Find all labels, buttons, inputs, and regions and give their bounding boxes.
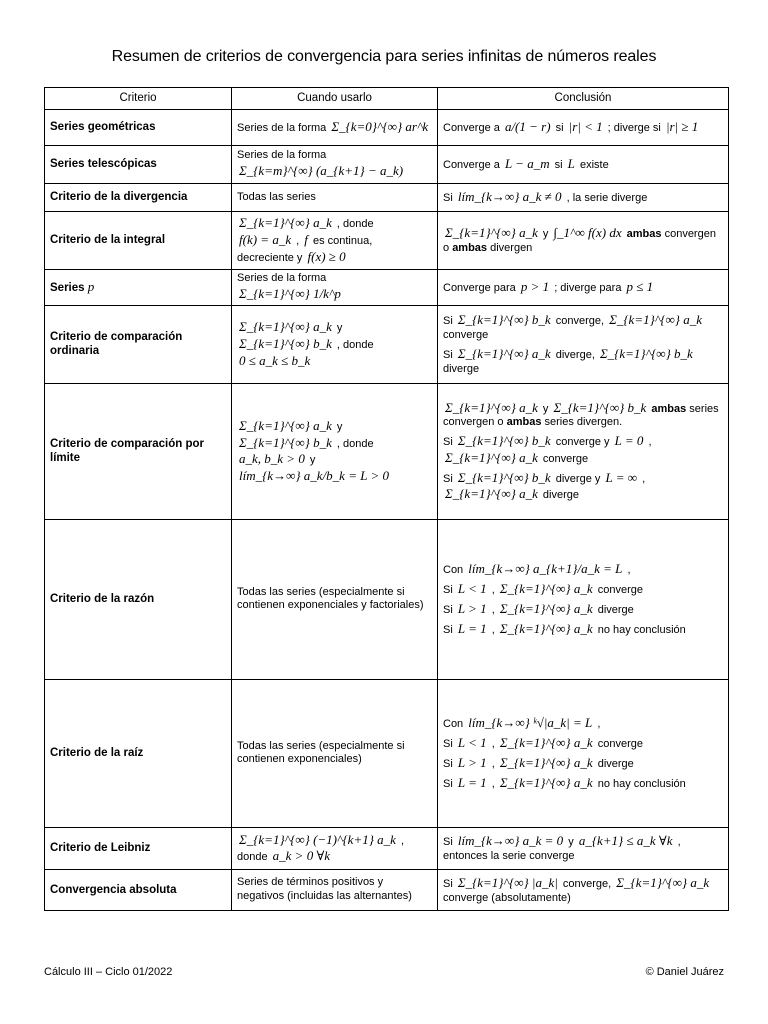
text-fragment: diverge y — [555, 472, 601, 485]
conclusion-line — [443, 561, 723, 578]
table-row — [45, 679, 729, 827]
emphasis-text: ambas — [452, 241, 488, 254]
math-expression: Σ_{k=1}^{∞} a_k — [609, 312, 702, 328]
math-expression: L > 1 — [457, 754, 487, 770]
conclusion-cell — [438, 827, 729, 869]
criterion-name — [45, 110, 232, 146]
text-fragment: , — [597, 718, 601, 731]
text-fragment: no hay conclusión — [597, 777, 686, 790]
usage-cell — [232, 679, 438, 827]
criterion-name — [45, 827, 232, 869]
criterion-name — [45, 305, 232, 383]
text-fragment: Si — [443, 877, 453, 890]
table-row — [45, 184, 729, 212]
text-fragment: , — [642, 472, 646, 485]
conclusion-line — [443, 755, 723, 772]
text-fragment: , entonces la serie converge — [443, 836, 681, 862]
math-expression: L = 0 — [614, 433, 644, 448]
conclusion-line — [443, 400, 723, 431]
criterion-label: Convergencia absoluta — [50, 883, 177, 896]
criterion-label: Series geométricas — [50, 121, 156, 134]
table-row — [45, 269, 729, 305]
criterion-name — [45, 679, 232, 827]
math-expression: p ≤ 1 — [626, 278, 654, 294]
conclusion-line — [443, 312, 723, 343]
math-expression: lím_{k→∞} a_k = 0 — [457, 833, 564, 848]
math-expression: L − a_m — [504, 156, 550, 172]
text-fragment: Series de la forma — [237, 122, 327, 135]
math-expression: Σ_{k=1}^{∞} a_k — [499, 774, 593, 790]
text-fragment: , — [491, 777, 495, 790]
criterion-name — [45, 383, 232, 519]
math-expression: |r| ≥ 1 — [665, 119, 699, 135]
text-fragment: , — [296, 234, 300, 247]
text-fragment: diverge — [443, 362, 480, 375]
math-expression: p > 1 — [520, 278, 550, 294]
conclusion-line — [443, 225, 723, 256]
text-fragment: , donde — [336, 437, 374, 450]
text-fragment: Series de la forma — [237, 149, 327, 162]
conclusion-line — [443, 346, 723, 377]
criterion-label: Series — [50, 282, 85, 295]
math-expression: Σ_{k=1}^{∞} a_k — [457, 345, 551, 361]
math-expression: Σ_{k=1}^{∞} b_k — [239, 434, 332, 450]
criterion-name — [45, 269, 232, 305]
usage-cell — [232, 269, 438, 305]
header-conclusion: Conclusión — [438, 88, 729, 110]
table-row — [45, 383, 729, 519]
math-expression: Σ_{k=1}^{∞} 1/k^p — [239, 285, 341, 301]
conclusion-cell — [438, 519, 729, 679]
math-expression: ∫_1^∞ f(x) dx — [553, 225, 622, 240]
conclusion-cell — [438, 869, 729, 911]
text-fragment: Si — [443, 348, 453, 361]
text-fragment: Converge a — [443, 159, 500, 172]
math-expression: a/(1 − r) — [504, 119, 551, 135]
text-fragment: si — [555, 122, 564, 135]
footer-course: Cálculo III – Ciclo 01/2022 — [44, 966, 173, 978]
text-fragment: converge — [597, 738, 643, 750]
criteria-table — [44, 87, 729, 911]
text-fragment: , donde — [336, 218, 374, 231]
usage-cell — [232, 211, 438, 269]
text-fragment: converge (absolutamente) — [443, 891, 571, 904]
conclusion-cell — [438, 679, 729, 827]
usage-cell — [232, 110, 438, 146]
text-fragment: si — [554, 159, 563, 172]
math-expression: Σ_{k=1}^{∞} a_k — [239, 319, 332, 335]
math-expression: lím_{k→∞} a_{k+1}/a_k = L — [468, 561, 623, 577]
usage-cell — [232, 305, 438, 383]
conclusion-line — [443, 833, 723, 864]
conclusion-cell — [438, 383, 729, 519]
math-expression: Σ_{k=1}^{∞} a_k — [445, 449, 538, 465]
text-fragment: Si — [443, 315, 453, 328]
math-expression: f(x) ≥ 0 — [307, 248, 346, 264]
page-title: Resumen de criterios de convergencia para series infinitas de números reales — [111, 48, 657, 65]
math-expression: Σ_{k=1}^{∞} a_k — [499, 600, 593, 616]
conclusion-cell — [438, 110, 729, 146]
text-fragment: Con — [443, 564, 464, 577]
text-fragment: diverge, — [555, 348, 595, 361]
text-fragment: converge, — [555, 315, 605, 328]
text-fragment: y — [336, 420, 343, 433]
criterion-label: Criterio de Leibniz — [50, 842, 151, 855]
header-criterio: Criterio — [45, 88, 232, 110]
text-fragment: Todas las series — [237, 190, 316, 203]
math-expression: L < 1 — [457, 581, 487, 596]
text-fragment: es continua, decreciente y — [237, 234, 373, 264]
text-fragment: converge, — [562, 877, 612, 890]
text-fragment: divergen — [490, 241, 533, 254]
math-expression: lím_{k→∞} a_k/b_k = L > 0 — [239, 468, 389, 483]
text-fragment: converge y — [555, 436, 610, 448]
table-row — [45, 110, 729, 146]
math-expression: Σ_{k=1}^{∞} a_k — [499, 754, 593, 770]
text-fragment: Si — [443, 436, 453, 448]
math-expression: Σ_{k=1}^{∞} a_k — [445, 399, 538, 415]
conclusion-cell — [438, 305, 729, 383]
text-fragment: no hay conclusión — [597, 623, 686, 636]
usage-cell — [232, 827, 438, 869]
conclusion-cell — [438, 211, 729, 269]
math-expression: Σ_{k=1}^{∞} b_k — [457, 469, 551, 485]
math-expression: Σ_{k=1}^{∞} b_k — [457, 312, 551, 328]
emphasis-text: ambas — [626, 228, 662, 240]
text-fragment: Converge a — [443, 122, 500, 135]
text-fragment: converge — [443, 329, 489, 341]
text-fragment: Si — [443, 836, 453, 848]
conclusion-cell — [438, 184, 729, 212]
math-expression: Σ_{k=1}^{∞} |a_k| — [457, 874, 558, 890]
math-expression: a_{k+1} ≤ a_k ∀k — [578, 833, 673, 848]
text-fragment: Con — [443, 718, 464, 731]
math-expression: a_k, b_k > 0 — [239, 451, 305, 467]
math-expression: L < 1 — [457, 735, 487, 750]
conclusion-line — [443, 470, 723, 504]
math-expression: Σ_{k=1}^{∞} b_k — [599, 345, 693, 361]
math-expression: Σ_{k=m}^{∞} (a_{k+1} − a_k) — [239, 163, 404, 178]
text-fragment: , donde — [237, 834, 405, 864]
math-expression: L > 1 — [457, 600, 487, 616]
table-row — [45, 827, 729, 869]
text-fragment: converge — [542, 452, 589, 465]
text-fragment: , — [627, 564, 631, 577]
conclusion-line — [443, 601, 723, 618]
text-fragment: converge — [597, 584, 643, 596]
usage-cell — [232, 146, 438, 184]
text-fragment: y — [542, 402, 549, 415]
math-expression: a_k > 0 ∀k — [272, 848, 331, 864]
text-fragment: , donde — [336, 338, 374, 351]
math-expression: 0 ≤ a_k ≤ b_k — [239, 352, 311, 368]
criterion-label: Criterio de la divergencia — [50, 191, 188, 204]
criterion-label: Criterio de la razón — [50, 593, 155, 606]
text-fragment: Converge para — [443, 281, 516, 294]
text-fragment: series divergen. — [544, 416, 623, 429]
table-row — [45, 211, 729, 269]
text-fragment: Todas las series (especialmente si contienen exponenciales y factoriales) — [237, 585, 424, 612]
conclusion-line — [443, 715, 723, 732]
table-row — [45, 869, 729, 911]
criterion-label: Criterio de la raíz — [50, 747, 144, 760]
text-fragment: convergen o — [443, 228, 716, 254]
conclusion-line — [443, 156, 723, 173]
conclusion-cell — [438, 269, 729, 305]
criterion-label: Series telescópicas — [50, 158, 157, 171]
criterion-label: Criterio de comparación por límite — [50, 437, 205, 465]
text-fragment: , — [491, 603, 495, 616]
header-cuando-usarlo: Cuando usarlo — [232, 88, 438, 110]
math-expression: Σ_{k=1}^{∞} a_k — [239, 417, 332, 433]
text-fragment: , — [491, 757, 495, 770]
math-expression: f — [304, 231, 308, 247]
conclusion-line — [443, 621, 723, 638]
text-fragment: existe — [579, 159, 609, 172]
math-expression: Σ_{k=1}^{∞} a_k — [499, 620, 593, 636]
conclusion-line — [443, 119, 723, 136]
table-row — [45, 146, 729, 184]
text-fragment: Si — [443, 777, 453, 790]
text-fragment: Si — [443, 603, 453, 616]
conclusion-line — [443, 189, 723, 206]
text-fragment: , la serie diverge — [566, 192, 648, 204]
conclusion-cell — [438, 146, 729, 184]
math-expression: Σ_{k=1}^{∞} (−1)^{k+1} a_k — [239, 831, 396, 847]
text-fragment: y — [336, 322, 343, 335]
criterion-label: Criterio de la integral — [50, 234, 166, 247]
math-expression: Σ_{k=1}^{∞} a_k — [445, 486, 538, 502]
conclusion-line — [443, 279, 723, 296]
math-expression: Σ_{k=1}^{∞} a_k — [616, 874, 710, 890]
text-fragment: Si — [443, 738, 453, 750]
text-fragment: Si — [443, 472, 453, 485]
conclusion-line — [443, 875, 723, 906]
math-expression: L — [567, 156, 575, 172]
text-fragment: Si — [443, 192, 453, 204]
usage-cell — [232, 184, 438, 212]
math-expression: Σ_{k=1}^{∞} a_k — [239, 215, 332, 231]
criterion-name — [45, 519, 232, 679]
math-expression: Σ_{k=1}^{∞} b_k — [553, 399, 647, 415]
text-fragment: , — [491, 738, 495, 750]
criterion-name — [45, 184, 232, 212]
math-expression: Σ_{k=1}^{∞} a_k — [499, 735, 593, 750]
text-fragment: series convergen o — [443, 402, 719, 429]
criterion-label: Criterio de comparación ordinaria — [50, 330, 183, 358]
text-fragment: diverge — [597, 603, 634, 616]
text-fragment: , — [648, 436, 652, 448]
math-expression: Σ_{k=1}^{∞} b_k — [239, 335, 332, 351]
text-fragment: , — [491, 623, 495, 636]
conclusion-line — [443, 775, 723, 792]
math-expression: lím_{k→∞} a_k ≠ 0 — [457, 189, 562, 204]
math-expression: lím_{k→∞} ᵏ√|a_k| = L — [468, 715, 593, 731]
text-fragment: Si — [443, 757, 453, 770]
text-fragment: , — [491, 584, 495, 596]
footer-author: © Daniel Juárez — [645, 966, 724, 978]
criterion-variable: p — [87, 279, 95, 295]
table-header-row — [45, 88, 729, 110]
usage-cell — [232, 519, 438, 679]
text-fragment: Si — [443, 623, 453, 636]
conclusion-line — [443, 433, 723, 467]
text-fragment: ; diverge para — [554, 281, 622, 294]
conclusion-line — [443, 581, 723, 598]
text-fragment: y — [542, 228, 549, 240]
math-expression: f(k) = a_k — [239, 231, 292, 247]
text-fragment: Si — [443, 584, 453, 596]
criterion-name — [45, 146, 232, 184]
text-fragment: Todas las series (especialmente si contienen exponenciales) — [237, 739, 405, 766]
math-expression: Σ_{k=1}^{∞} b_k — [457, 433, 551, 448]
text-fragment: diverge — [542, 489, 579, 502]
emphasis-text: ambas — [651, 402, 687, 415]
criterion-name — [45, 211, 232, 269]
table-row — [45, 305, 729, 383]
math-expression: |r| < 1 — [568, 119, 603, 135]
math-expression: Σ_{k=1}^{∞} a_k — [499, 581, 593, 596]
text-fragment: Series de términos positivos y negativos (incluidas las alternantes) — [237, 876, 412, 902]
text-fragment: Series de la forma — [237, 272, 327, 284]
usage-cell — [232, 869, 438, 911]
text-fragment: y — [309, 454, 316, 467]
math-expression: L = 1 — [457, 774, 487, 790]
math-expression: Σ_{k=0}^{∞} ar^k — [331, 119, 429, 135]
text-fragment: y — [568, 836, 574, 848]
math-expression: L = 1 — [457, 620, 487, 636]
conclusion-line — [443, 735, 723, 752]
emphasis-text: ambas — [506, 416, 542, 429]
text-fragment: ; diverge si — [607, 122, 661, 135]
text-fragment: diverge — [597, 757, 634, 770]
usage-cell — [232, 383, 438, 519]
math-expression: L = ∞ — [605, 469, 637, 485]
math-expression: Σ_{k=1}^{∞} a_k — [445, 225, 538, 240]
criterion-name — [45, 869, 232, 911]
table-row — [45, 519, 729, 679]
